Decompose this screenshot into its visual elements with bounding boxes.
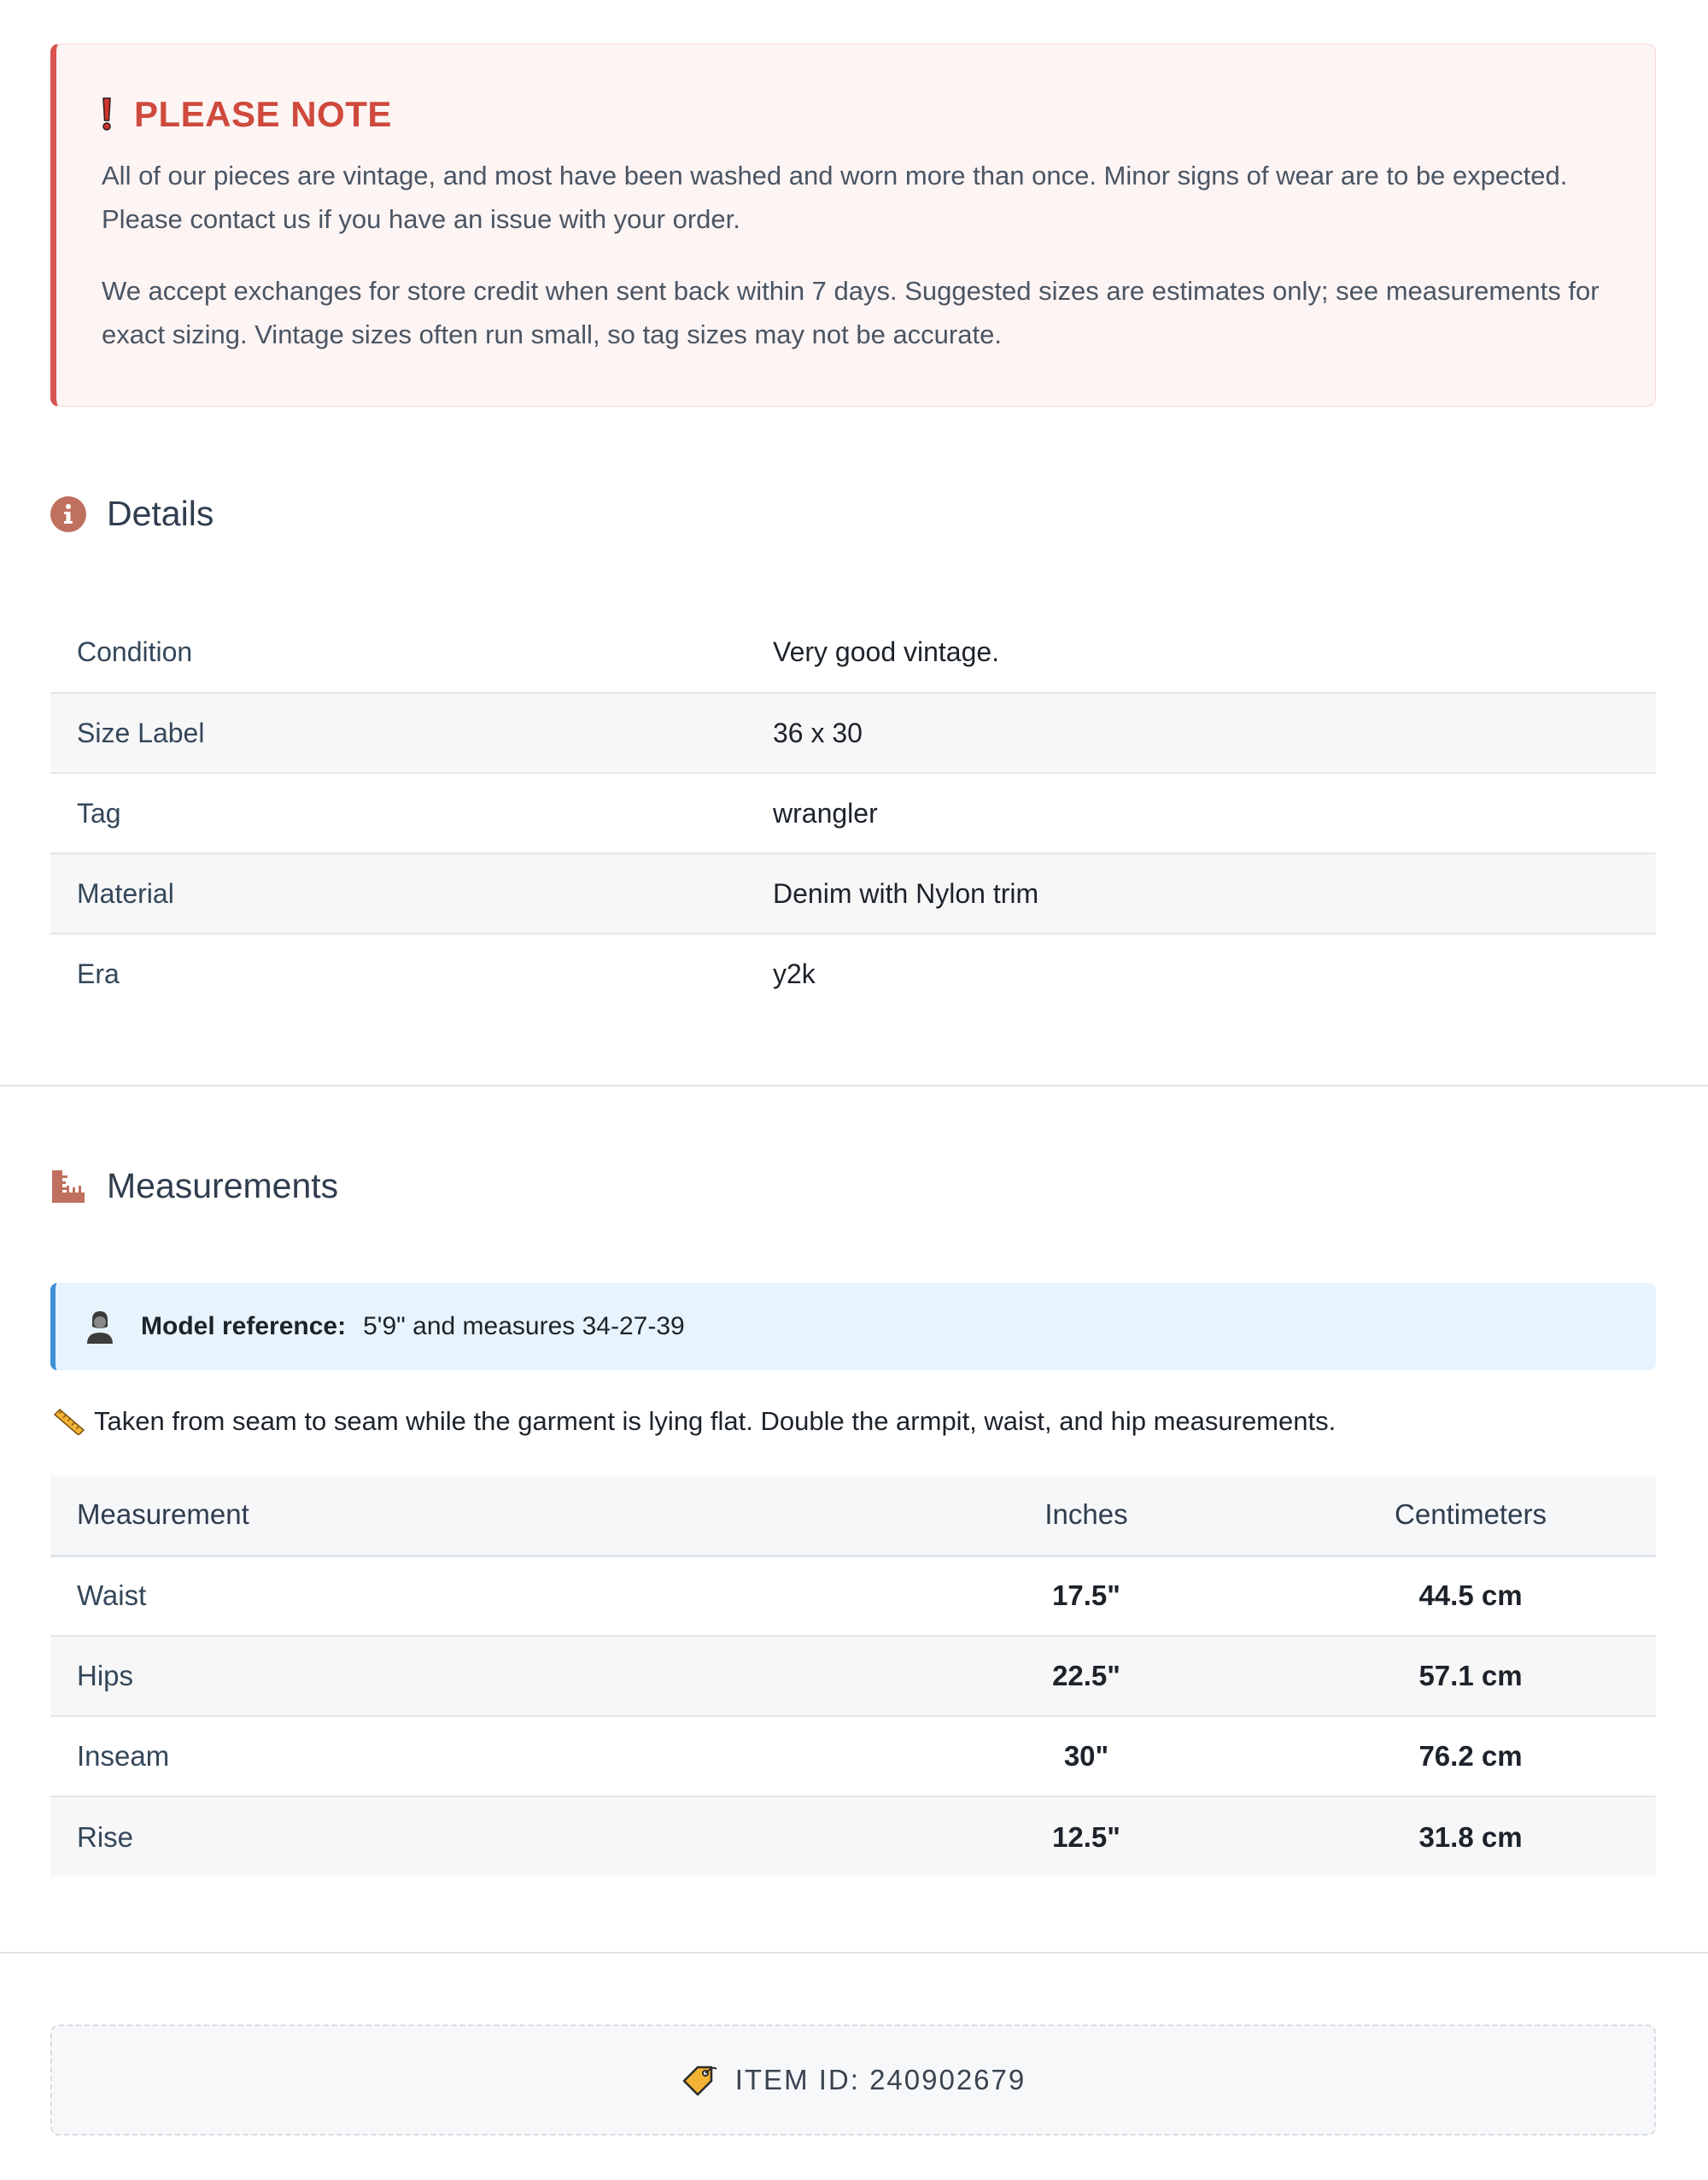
details-title: Details xyxy=(107,494,214,533)
detail-label: Condition xyxy=(77,636,193,667)
table-row xyxy=(50,612,1656,693)
instruction-text: Taken from seam to seam while the garment is lying flat. Double the armpit, waist, and hip measurements. xyxy=(94,1406,1337,1436)
measurement-inches: 30" xyxy=(1063,1740,1109,1772)
table-row xyxy=(50,934,1656,1014)
details-table xyxy=(50,612,1656,1014)
column-header: Inches xyxy=(1044,1498,1128,1531)
item-id-box xyxy=(50,2025,1656,2136)
table-row xyxy=(50,1796,1656,1877)
detail-label: Era xyxy=(77,958,120,989)
detail-value: Very good vintage. xyxy=(773,636,1000,667)
table-header-row xyxy=(50,1475,1656,1556)
table-row xyxy=(50,693,1656,773)
detail-label: Material xyxy=(77,877,174,909)
measurement-name: Hips xyxy=(77,1660,134,1691)
detail-value: 36 x 30 xyxy=(773,717,863,748)
measurement-cm: 57.1 cm xyxy=(1418,1660,1523,1691)
section-divider xyxy=(0,1085,1708,1087)
detail-label: Size Label xyxy=(77,717,205,748)
model-reference-box xyxy=(50,1283,1656,1370)
table-row xyxy=(50,1716,1656,1796)
exclamation-icon xyxy=(102,97,112,132)
ruler-icon xyxy=(50,1169,86,1204)
please-note-box xyxy=(50,44,1656,407)
measurement-inches: 17.5" xyxy=(1052,1579,1120,1612)
measurement-name: Waist xyxy=(77,1579,147,1612)
table-row xyxy=(50,1636,1656,1716)
measurement-cm: 31.8 cm xyxy=(1418,1820,1523,1853)
detail-value: wrangler xyxy=(773,797,878,829)
notice-header xyxy=(102,91,1609,138)
detail-label: Tag xyxy=(77,797,121,829)
column-header: Centimeters xyxy=(1395,1498,1547,1531)
measurement-name: Inseam xyxy=(77,1740,170,1772)
notice-paragraph: All of our pieces are vintage, and most have been washed and worn more than once. Minor signs of wear are to be expected. Please contact us if you have an issue with your order. xyxy=(102,161,1568,234)
measurement-cm: 76.2 cm xyxy=(1418,1740,1523,1772)
measurement-name: Rise xyxy=(77,1820,134,1853)
column-header: Measurement xyxy=(77,1498,249,1531)
person-icon xyxy=(85,1310,115,1344)
measurement-cm: 44.5 cm xyxy=(1418,1579,1523,1612)
section-divider xyxy=(0,1952,1708,1954)
table-row xyxy=(50,853,1656,934)
measurement-inches: 22.5" xyxy=(1052,1660,1120,1691)
details-heading xyxy=(50,494,214,534)
measurement-inches: 12.5" xyxy=(1052,1820,1120,1853)
detail-value: Denim with Nylon trim xyxy=(773,877,1039,909)
notice-paragraph: We accept exchanges for store credit when sent back within 7 days. Suggested sizes are estimates only; see measurements for exact sizing. Vintage sizes often run small, so tag sizes may not be accurate. xyxy=(102,276,1600,349)
measurements-heading xyxy=(50,1166,338,1206)
tag-icon xyxy=(681,2062,718,2098)
model-reference-value: 5'9" and measures 34-27-39 xyxy=(363,1312,685,1340)
info-icon xyxy=(50,496,86,532)
table-row xyxy=(50,1556,1656,1636)
item-id-text: ITEM ID: 240902679 xyxy=(734,2064,1027,2095)
table-row xyxy=(50,773,1656,853)
measurements-table xyxy=(50,1475,1656,1877)
model-reference-label: Model reference: xyxy=(141,1312,347,1340)
detail-value: y2k xyxy=(773,958,816,989)
notice-title: PLEASE NOTE xyxy=(134,94,392,134)
measurements-title: Measurements xyxy=(107,1166,339,1205)
measurement-instruction xyxy=(53,1406,1336,1437)
ruler-emoji-icon xyxy=(53,1408,85,1435)
